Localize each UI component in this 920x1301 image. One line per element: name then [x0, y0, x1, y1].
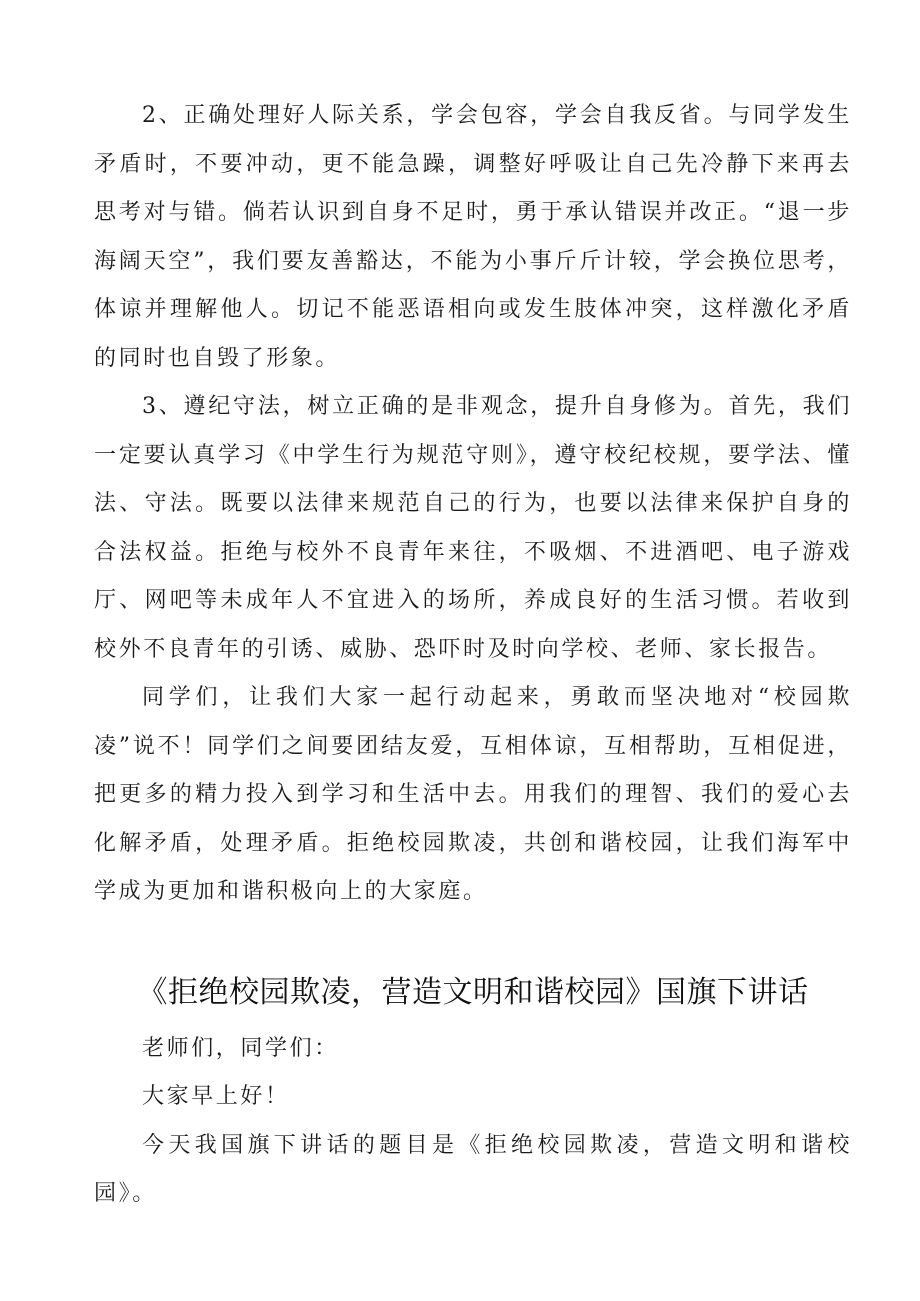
- greeting-morning: 大家早上好！: [142, 1084, 290, 1109]
- speech-title: 《拒绝校园欺凌，营造文明和谐校园》国旗下讲话: [137, 974, 809, 1010]
- greeting-audience: 老师们，同学们：: [142, 1035, 339, 1061]
- paragraph-law-abiding: 3、遵纪守法，树立正确的是非观念，提升自身修为。首先，我们一定要认真学习《中学生行为规范守则》，遵守校纪校规，要学法、懂法、守法。既要以法律来规范自己的行为，也要以法律来保护自身的合法权益。拒绝与校外不良青年来往，不吸烟、不进酒吧、电子游戏厅、网吧等未成年人不宜进入的场所，养成良好的生活习惯。若收到校外不良青年的引诱、威胁、恐吓时及时向学校、老师、家长报告。: [94, 394, 852, 662]
- document-page: [94, 92, 852, 1219]
- paragraph-interpersonal: 2、正确处理好人际关系，学会包容，学会自我反省。与同学发生矛盾时，不要冲动，更不能急躁，调整好呼吸让自己先冷静下来再去思考对与错。倘若认识到自身不足时，勇于承认错误并改正。“退一步海阔天空”，我们要友善豁达，不能为小事斤斤计较，学会换位思考，体谅并理解他人。切记不能恶语相向或发生肢体冲突，这样激化矛盾的同时也自毁了形象。: [94, 103, 852, 371]
- speech-topic: 今天我国旗下讲话的题目是《拒绝校园欺凌，营造文明和谐校园》。: [94, 1132, 852, 1206]
- paragraph-call-to-action: 同学们，让我们大家一起行动起来，勇敢而坚决地对“校园欺凌”说不！同学们之间要团结友爱，互相体谅，互相帮助，互相促进，把更多的精力投入到学习和生活中去。用我们的理智、我们的爱心去化解矛盾，处理矛盾。拒绝校园欺凌，共创和谐校园，让我们海军中学成为更加和谐积极向上的大家庭。: [94, 685, 852, 904]
